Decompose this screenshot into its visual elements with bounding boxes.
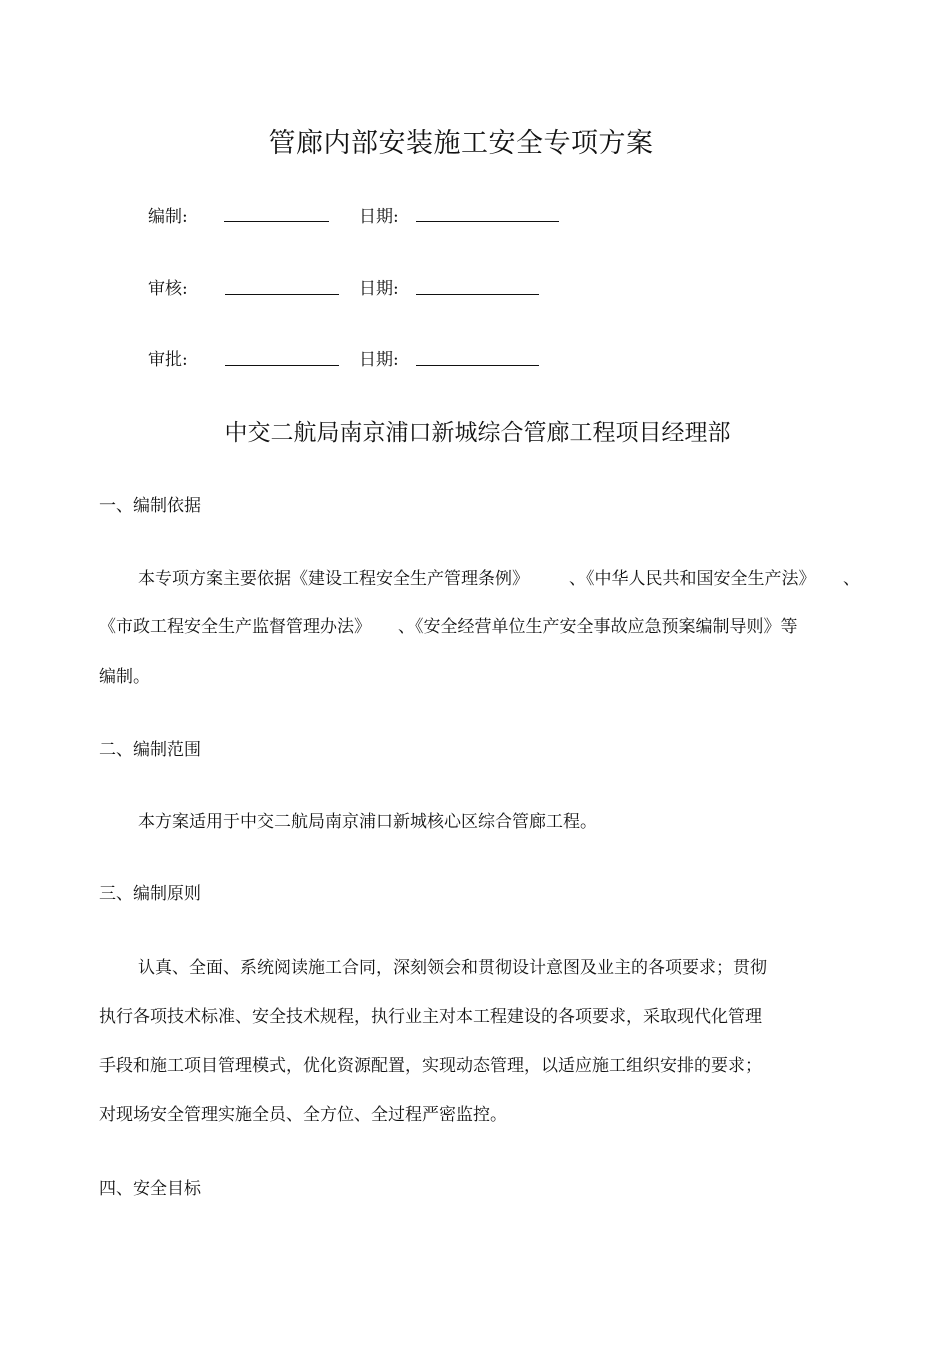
compile-signature-line: [224, 221, 329, 222]
paragraph-line: 编制。: [99, 667, 150, 687]
approve-label: 审批:: [148, 350, 188, 370]
paragraph-line: 本方案适用于中交二航局南京浦口新城核心区综合管廊工程。: [138, 812, 597, 832]
approve-date-label: 日期:: [359, 350, 399, 370]
section-heading: 二、编制范围: [99, 740, 201, 760]
compile-date-label: 日期:: [359, 207, 399, 227]
compile-label: 编制:: [148, 207, 188, 227]
paragraph-line: 手段和施工项目管理模式，优化资源配置，实现动态管理，以适应施工组织安排的要求；: [99, 1056, 762, 1076]
document-title: 管廊内部安装施工安全专项方案: [268, 128, 654, 159]
review-label: 审核:: [148, 279, 188, 299]
section-heading: 一、编制依据: [99, 496, 201, 516]
paragraph-line: 本专项方案主要依据《建设工程安全生产管理条例》: [138, 569, 529, 589]
approve-signature-line: [225, 365, 339, 366]
paragraph-line: 、《中华人民共和国安全生产法》: [569, 569, 816, 589]
paragraph-line: 、: [843, 569, 860, 589]
section-heading: 四、安全目标: [99, 1179, 201, 1199]
paragraph-line: 认真、全面、系统阅读施工合同，深刻领会和贯彻设计意图及业主的各项要求；贯彻: [138, 958, 767, 978]
paragraph-line: 对现场安全管理实施全员、全方位、全过程严密监控。: [99, 1105, 507, 1125]
paragraph-line: 、《安全经营单位生产安全事故应急预案编制导则》等: [398, 617, 798, 637]
paragraph-line: 《市政工程安全生产监督管理办法》: [99, 617, 371, 637]
section-heading: 三、编制原则: [99, 884, 201, 904]
organization-name: 中交二航局南京浦口新城综合管廊工程项目经理部: [224, 420, 731, 446]
approve-date-line: [416, 365, 539, 366]
review-signature-line: [225, 294, 339, 295]
compile-date-line: [416, 221, 559, 222]
review-date-line: [416, 294, 539, 295]
paragraph-line: 执行各项技术标准、安全技术规程，执行业主对本工程建设的各项要求，采取现代化管理: [99, 1007, 762, 1027]
review-date-label: 日期:: [359, 279, 399, 299]
